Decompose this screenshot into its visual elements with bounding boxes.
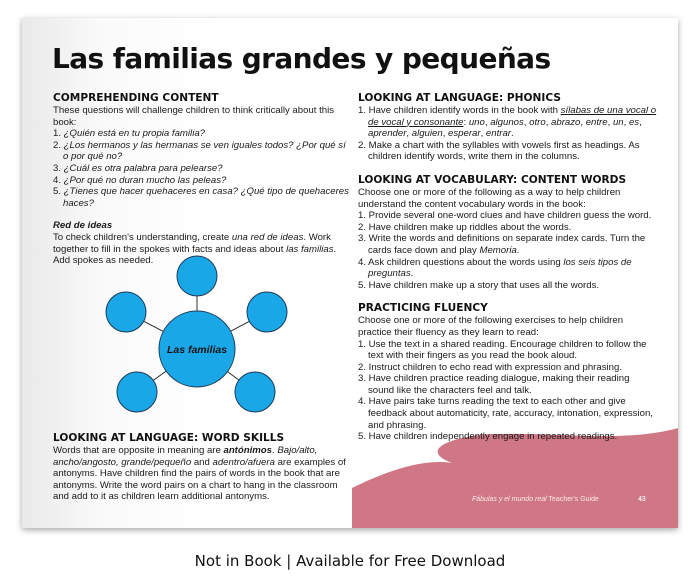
text-run: uno <box>468 116 485 128</box>
text-run: , <box>406 128 412 140</box>
text-run: otro <box>529 116 546 128</box>
text-run: Choose one or more of the following as a way to help children understand the content vocabulary words in the book: <box>358 186 621 210</box>
text-run: alguien <box>411 128 443 140</box>
text-run: las familias <box>286 243 334 255</box>
text-run: Choose one or more of the following exercises to help children practice their fluency as they learn to read: <box>358 315 624 338</box>
list-item <box>358 257 658 280</box>
list-item <box>358 222 658 234</box>
text-run: , <box>484 116 491 128</box>
text-run: Memoria <box>479 244 517 256</box>
text-run: , <box>442 128 449 140</box>
text-run: 4. Ask children questions about the words using <box>358 256 564 268</box>
text-run: , <box>523 116 530 128</box>
text-run: These questions will challenge children to think critically about this book: <box>53 105 335 128</box>
list-item <box>53 186 353 209</box>
text-run: 1. <box>53 128 64 140</box>
text-run: 3. Write the words and definitions on separate index cards. Turn the cards face down and play <box>358 233 646 256</box>
page-number: 43 <box>638 496 646 503</box>
list-item <box>53 175 353 187</box>
list-item <box>358 280 658 292</box>
fluency-list <box>358 339 658 443</box>
guide-title: Fábulas y el mundo real <box>472 496 547 503</box>
list-item <box>358 210 658 222</box>
right-column <box>358 92 658 443</box>
text-run: sílabas de una vocal o de vocal y consonante <box>368 105 657 128</box>
word-skills-body <box>53 445 353 503</box>
red-de-ideas-subheading: Red de ideas <box>53 220 113 232</box>
spoke-circle <box>247 292 287 332</box>
comprehending-questions <box>53 128 353 209</box>
text-run: algunos <box>490 116 524 128</box>
word-skills-section <box>53 432 353 503</box>
fluency-heading: PRACTICING FLUENCY <box>358 302 488 315</box>
text-run: 3. Have children practice reading dialogue, making their reading sound like the characters feel and talk. <box>358 373 630 396</box>
vocabulary-heading: LOOKING AT VOCABULARY: CONTENT WORDS <box>358 173 627 186</box>
text-run: 5. Have children make up a story that uses all the words. <box>358 279 600 291</box>
text-run: , <box>545 116 552 128</box>
text-run: ¿Los hermanos y las hermanas se ven iguales todos? ¿Por qué sí o por qué no? <box>63 139 346 163</box>
text-run: 1. Have children identify words in the book with <box>358 105 561 116</box>
text-run: entre <box>585 116 608 128</box>
text-run: . <box>516 244 520 256</box>
footer-guide-title <box>472 496 599 503</box>
text-run: , <box>607 116 613 128</box>
spoke-circle <box>106 292 146 332</box>
text-run: un <box>612 116 624 128</box>
text-run: entrar <box>485 128 511 140</box>
text-run: . <box>510 128 514 140</box>
list-item <box>358 362 658 374</box>
text-run: 5. <box>53 186 64 198</box>
fluency-intro <box>358 315 658 338</box>
vocabulary-intro <box>358 187 658 210</box>
text-run: . Work together to fill in the spokes with facts and ideas about <box>53 231 331 255</box>
text-run: , <box>580 116 586 128</box>
guide-suffix: Teacher's Guide <box>546 496 599 503</box>
left-column <box>53 92 353 267</box>
text-run: . <box>272 445 278 456</box>
text-run: 1. Provide several one-word clues and have children guess the word. <box>358 210 652 222</box>
text-run: ¿Tienes que hacer quehaceres en casa? ¿Qué tipo de quehaceres haces? <box>63 186 349 209</box>
list-item <box>358 339 658 362</box>
phonics-list <box>358 105 658 163</box>
text-run: una red de ideas <box>231 231 304 243</box>
text-run: los seis tipos de preguntas <box>368 256 632 280</box>
text-run: 2. Instruct children to echo read with expression and phrasing. <box>358 361 622 373</box>
list-item <box>53 163 353 175</box>
list-item <box>358 431 658 443</box>
text-run: 4. <box>53 174 64 186</box>
list-item <box>358 233 658 256</box>
text-run: and <box>191 456 213 468</box>
comprehending-intro <box>53 105 353 128</box>
list-item <box>358 373 658 396</box>
idea-web-diagram <box>102 250 302 420</box>
text-run: 3. <box>53 162 64 174</box>
text-run: aprender <box>368 128 407 140</box>
spoke-circle <box>177 256 217 296</box>
phonics-heading: LOOKING AT LANGUAGE: PHONICS <box>358 92 561 104</box>
text-run: 5. Have children independently engage in repeated readings. <box>358 431 618 443</box>
text-run: 1. Use the text in a shared reading. Encourage children to follow the text with their fingers as you read the book aloud. <box>358 338 647 362</box>
comprehending-heading: COMPREHENDING CONTENT <box>53 92 219 104</box>
list-item <box>358 140 658 163</box>
text-run: , <box>639 116 642 128</box>
download-caption: Not in Book | Available for Free Download <box>194 552 506 570</box>
text-run: : <box>463 116 469 128</box>
list-item <box>358 105 658 140</box>
text-run: , <box>480 128 486 140</box>
text-run: esperar <box>448 128 481 140</box>
text-run: 2. <box>53 139 64 151</box>
page-title: Las familias grandes y pequeñas <box>52 42 551 75</box>
vocabulary-list <box>358 210 658 291</box>
text-run: adentro/afuera <box>212 456 275 468</box>
text-run: ¿Quién está en tu propia familia? <box>63 128 205 140</box>
text-run: ¿Cuál es otra palabra para pelearse? <box>63 162 223 174</box>
book-page <box>22 18 678 528</box>
text-run: Words that are opposite in meaning are <box>53 445 224 456</box>
list-item <box>358 396 658 431</box>
center-label: Las familias <box>166 344 228 356</box>
spoke-circle <box>235 372 275 412</box>
text-run: ¿Por qué no duran mucho las peleas? <box>63 174 227 186</box>
text-run: , <box>623 116 629 128</box>
text-run: 2. Have children make up riddles about the words. <box>358 221 572 233</box>
text-run: . Add spokes as needed. <box>53 243 337 267</box>
word-skills-heading: LOOKING AT LANGUAGE: WORD SKILLS <box>53 432 285 444</box>
text-run: To check children's understanding, create <box>53 231 232 243</box>
text-run: antónimos <box>223 445 272 456</box>
text-run: abrazo <box>551 116 581 128</box>
text-run: . <box>410 268 414 280</box>
text-run: es <box>628 116 640 128</box>
text-run: are examples of antonyms. Have children find the pairs of words in the book that are antonyms. Write the word pairs on a chart to hang in the classroom and add to it as children learn additional antonyms. <box>53 456 346 503</box>
list-item <box>53 128 353 140</box>
text-run: 4. Have pairs take turns reading the text to each other and give feedback about automaticity, rate, accuracy, intonation, expression, and phrasing. <box>358 396 653 431</box>
spoke-circle <box>117 372 157 412</box>
text-run: Bajo/alto, ancho/angosto, grande/pequeño <box>53 445 318 468</box>
text-run: 2. Make a chart with the syllables with vowels first as headings. As children identify words, write them in the columns. <box>358 139 640 163</box>
list-item <box>53 140 353 163</box>
